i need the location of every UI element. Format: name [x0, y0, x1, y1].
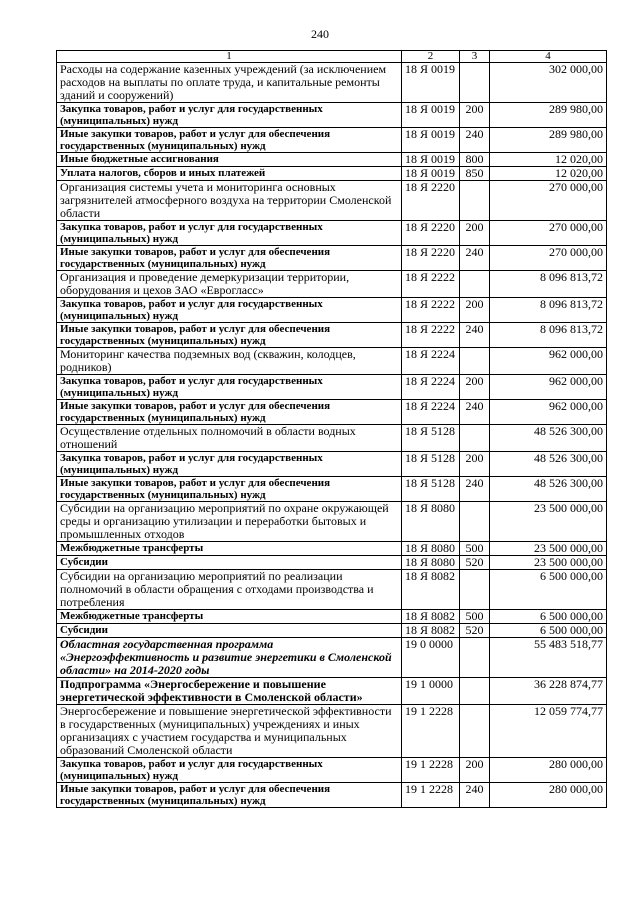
row-amount: 36 228 874,77	[490, 678, 607, 705]
row-code: 19 1 2228	[402, 758, 460, 783]
row-vr: 500	[460, 610, 490, 624]
row-vr	[460, 705, 490, 758]
table-row	[57, 502, 607, 542]
row-amount: 8 096 813,72	[490, 271, 607, 298]
table-row	[57, 542, 607, 556]
row-vr: 520	[460, 556, 490, 570]
header-col-3: 3	[460, 51, 490, 63]
row-name: Иные закупки товаров, работ и услуг для обеспечения государственных (муниципальных) нужд	[57, 783, 402, 808]
row-vr	[460, 271, 490, 298]
row-code: 18 Я 2222	[402, 323, 460, 348]
row-vr	[460, 63, 490, 103]
row-name: Энергосбережение и повышение энергетической эффективности в государственных (муниципальных) учреждениях и иных организациях с участием государства и муниципальных образований Смоленской области	[57, 705, 402, 758]
row-vr: 200	[460, 758, 490, 783]
table-row	[57, 570, 607, 610]
row-name: Расходы на содержание казенных учреждений (за исключением расходов на выплаты по оплате труда, и капитальные ремонты зданий и сооружений)	[57, 63, 402, 103]
row-name: Иные закупки товаров, работ и услуг для обеспечения государственных (муниципальных) нужд	[57, 128, 402, 153]
row-code: 18 Я 5128	[402, 477, 460, 502]
row-amount: 12 059 774,77	[490, 705, 607, 758]
row-amount: 270 000,00	[490, 181, 607, 221]
row-amount: 280 000,00	[490, 783, 607, 808]
row-name: Субсидии	[57, 624, 402, 638]
row-amount: 270 000,00	[490, 221, 607, 246]
row-code: 18 Я 5128	[402, 452, 460, 477]
budget-table	[56, 50, 607, 808]
row-name: Уплата налогов, сборов и иных платежей	[57, 167, 402, 181]
row-amount: 280 000,00	[490, 758, 607, 783]
row-amount: 23 500 000,00	[490, 556, 607, 570]
row-code: 18 Я 8082	[402, 610, 460, 624]
row-vr	[460, 348, 490, 375]
row-name: Закупка товаров, работ и услуг для государственных (муниципальных) нужд	[57, 758, 402, 783]
row-name: Субсидии	[57, 556, 402, 570]
table-row	[57, 271, 607, 298]
row-code: 18 Я 8080	[402, 502, 460, 542]
row-name: Иные закупки товаров, работ и услуг для обеспечения государственных (муниципальных) нужд	[57, 477, 402, 502]
row-code: 18 Я 0019	[402, 167, 460, 181]
table-row	[57, 678, 607, 705]
row-code: 18 Я 2222	[402, 271, 460, 298]
table-row	[57, 705, 607, 758]
table-row	[57, 783, 607, 808]
row-vr	[460, 678, 490, 705]
row-code: 18 Я 8082	[402, 624, 460, 638]
row-code: 18 Я 0019	[402, 103, 460, 128]
row-vr: 240	[460, 323, 490, 348]
table-row	[57, 452, 607, 477]
page-number: 240	[311, 27, 329, 41]
row-amount: 8 096 813,72	[490, 323, 607, 348]
row-name: Иные бюджетные ассигнования	[57, 153, 402, 167]
table-row	[57, 246, 607, 271]
row-vr: 850	[460, 167, 490, 181]
table-row	[57, 298, 607, 323]
row-vr: 240	[460, 246, 490, 271]
row-name: Закупка товаров, работ и услуг для государственных (муниципальных) нужд	[57, 221, 402, 246]
row-vr: 240	[460, 477, 490, 502]
row-amount: 48 526 300,00	[490, 452, 607, 477]
row-name: Субсидии на организацию мероприятий по реализации полномочий в области обращения с отходами производства и потребления	[57, 570, 402, 610]
header-col-2: 2	[402, 51, 460, 63]
row-code: 18 Я 0019	[402, 63, 460, 103]
row-code: 18 Я 2224	[402, 348, 460, 375]
row-vr	[460, 638, 490, 678]
row-code: 18 Я 0019	[402, 128, 460, 153]
table-row	[57, 63, 607, 103]
table-row	[57, 477, 607, 502]
table-row	[57, 103, 607, 128]
table-row	[57, 758, 607, 783]
row-code: 18 Я 2224	[402, 375, 460, 400]
row-vr: 500	[460, 542, 490, 556]
row-name: Межбюджетные трансферты	[57, 542, 402, 556]
table-row	[57, 167, 607, 181]
row-name: Субсидии на организацию мероприятий по охране окружающей среды и организацию утилизации и переработки бытовых и промышленных отходов	[57, 502, 402, 542]
table-row	[57, 221, 607, 246]
row-vr: 240	[460, 783, 490, 808]
row-code: 18 Я 5128	[402, 425, 460, 452]
row-amount: 12 020,00	[490, 167, 607, 181]
table-row	[57, 323, 607, 348]
row-name: Иные закупки товаров, работ и услуг для обеспечения государственных (муниципальных) нужд	[57, 400, 402, 425]
row-vr	[460, 570, 490, 610]
row-vr	[460, 181, 490, 221]
row-amount: 8 096 813,72	[490, 298, 607, 323]
row-code: 19 1 2228	[402, 705, 460, 758]
row-amount: 289 980,00	[490, 103, 607, 128]
row-vr: 240	[460, 400, 490, 425]
row-amount: 962 000,00	[490, 375, 607, 400]
row-code: 18 Я 8082	[402, 570, 460, 610]
row-code: 18 Я 0019	[402, 153, 460, 167]
row-amount: 962 000,00	[490, 348, 607, 375]
row-code: 18 Я 2224	[402, 400, 460, 425]
row-amount: 270 000,00	[490, 246, 607, 271]
row-name: Закупка товаров, работ и услуг для государственных (муниципальных) нужд	[57, 103, 402, 128]
row-vr: 240	[460, 128, 490, 153]
row-vr	[460, 425, 490, 452]
table-row	[57, 128, 607, 153]
row-amount: 23 500 000,00	[490, 502, 607, 542]
row-amount: 23 500 000,00	[490, 542, 607, 556]
row-amount: 6 500 000,00	[490, 570, 607, 610]
row-amount: 962 000,00	[490, 400, 607, 425]
row-amount: 289 980,00	[490, 128, 607, 153]
row-code: 18 Я 2220	[402, 181, 460, 221]
row-code: 19 1 0000	[402, 678, 460, 705]
table-row	[57, 153, 607, 167]
row-name: Закупка товаров, работ и услуг для государственных (муниципальных) нужд	[57, 298, 402, 323]
row-amount: 55 483 518,77	[490, 638, 607, 678]
row-vr: 200	[460, 298, 490, 323]
row-name: Осуществление отдельных полномочий в области водных отношений	[57, 425, 402, 452]
row-name: Закупка товаров, работ и услуг для государственных (муниципальных) нужд	[57, 375, 402, 400]
row-code: 18 Я 8080	[402, 556, 460, 570]
table-row	[57, 556, 607, 570]
row-name: Иные закупки товаров, работ и услуг для обеспечения государственных (муниципальных) нужд	[57, 323, 402, 348]
table-row	[57, 624, 607, 638]
row-vr: 200	[460, 221, 490, 246]
row-name: Мониторинг качества подземных вод (скважин, колодцев, родников)	[57, 348, 402, 375]
row-amount: 48 526 300,00	[490, 477, 607, 502]
row-vr: 520	[460, 624, 490, 638]
row-name: Организация и проведение демеркуризации территории, оборудования и цехов ЗАО «Евроглacc»	[57, 271, 402, 298]
table-row	[57, 348, 607, 375]
row-name: Организация системы учета и мониторинга основных загрязнителей атмосферного воздуха на территории Смоленской области	[57, 181, 402, 221]
row-name: Иные закупки товаров, работ и услуг для обеспечения государственных (муниципальных) нужд	[57, 246, 402, 271]
row-code: 18 Я 2220	[402, 246, 460, 271]
header-row	[57, 51, 607, 63]
table-row	[57, 375, 607, 400]
header-col-1: 1	[57, 51, 402, 63]
row-name: Подпрограмма «Энергосбережение и повышение энергетической эффективности в Смоленской области»	[57, 678, 402, 705]
row-vr	[460, 502, 490, 542]
table-row	[57, 400, 607, 425]
row-vr: 800	[460, 153, 490, 167]
row-vr: 200	[460, 452, 490, 477]
table-row	[57, 181, 607, 221]
table-row	[57, 610, 607, 624]
row-code: 18 Я 2220	[402, 221, 460, 246]
row-code: 19 0 0000	[402, 638, 460, 678]
row-vr: 200	[460, 103, 490, 128]
row-amount: 6 500 000,00	[490, 610, 607, 624]
row-vr: 200	[460, 375, 490, 400]
row-code: 18 Я 2222	[402, 298, 460, 323]
row-name: Межбюджетные трансферты	[57, 610, 402, 624]
table-row	[57, 638, 607, 678]
row-code: 19 1 2228	[402, 783, 460, 808]
header-col-4: 4	[490, 51, 607, 63]
row-amount: 302 000,00	[490, 63, 607, 103]
row-name: Закупка товаров, работ и услуг для государственных (муниципальных) нужд	[57, 452, 402, 477]
row-amount: 6 500 000,00	[490, 624, 607, 638]
row-code: 18 Я 8080	[402, 542, 460, 556]
row-amount: 12 020,00	[490, 153, 607, 167]
row-name: Областная государственная программа «Энергоэффективность и развитие энергетики в Смоленской области» на 2014-2020 годы	[57, 638, 402, 678]
row-amount: 48 526 300,00	[490, 425, 607, 452]
table-row	[57, 425, 607, 452]
